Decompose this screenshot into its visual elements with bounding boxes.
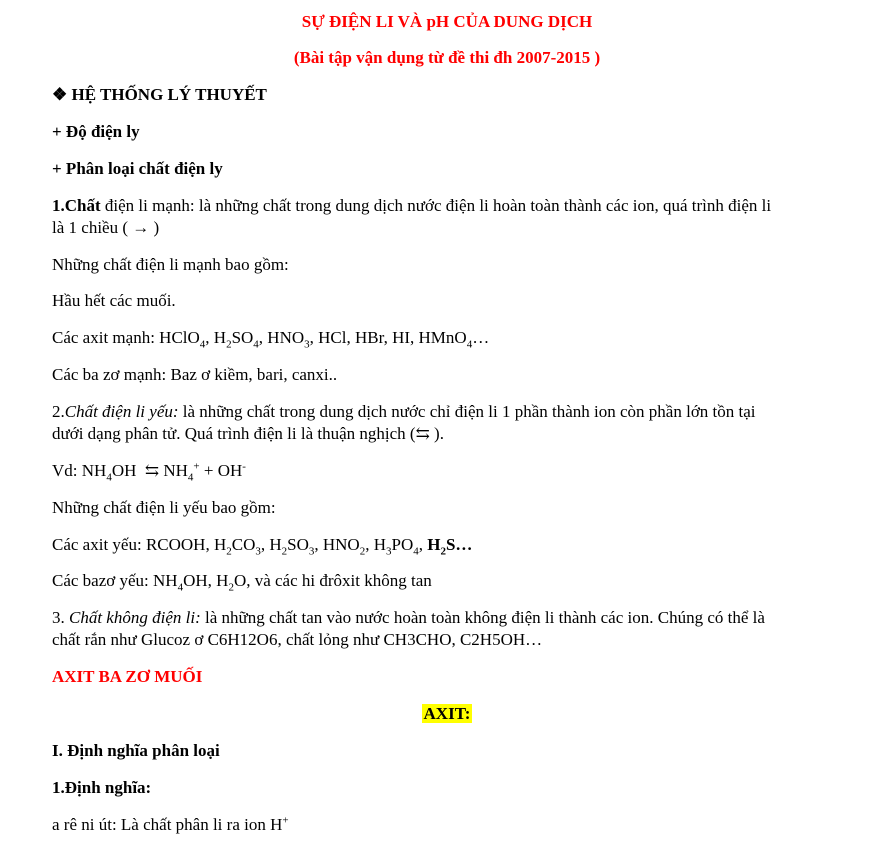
weak-number: 2. [52, 402, 65, 421]
page-title: SỰ ĐIỆN LI VÀ pH CỦA DUNG DỊCH [301, 12, 593, 31]
definition-subheading: 1.Định nghĩa: [52, 778, 152, 797]
weak-term: Chất điện li yếu: [64, 402, 179, 421]
strong-text-line2: là 1 chiều ( → ) [52, 218, 160, 237]
diamond-bullet-icon: ❖ [52, 85, 68, 104]
strong-bases: Các ba zơ mạnh: Baz ơ kiềm, bari, canxi.. [52, 365, 338, 384]
weak-include: Những chất điện li yếu bao gồm: [52, 498, 276, 517]
definition-heading: I. Định nghĩa phân loại [52, 741, 220, 760]
weak-text-line2: dưới dạng phân tử. Quá trình điện li là thuận nghịch (⇆ ). [52, 424, 444, 443]
weak-example: Vd: $NH_4OH$ ⇆ $NH_4^+ + OH^-$ [52, 460, 246, 484]
arrhenius-definition: a rê ni út: Là chất phân li ra ion H+ [52, 814, 289, 834]
strong-number: 1.Chất [52, 196, 101, 215]
acid-heading-row [0, 703, 894, 724]
theory-item-degree: + Độ điện ly [52, 122, 140, 141]
strong-salts: Hầu hết các muối. [52, 291, 176, 310]
section-acid-base-salt: AXIT BA ZƠ MUỐI [52, 667, 203, 686]
nonelectrolyte-line1: là những chất tan vào nước hoàn toàn không điện li thành các ion. Chúng có thể là [200, 608, 765, 627]
nonelectrolyte-line2: chất rắn như Glucoz ơ C6H12O6, chất lỏng như CH3CHO, C2H5OH… [52, 630, 543, 649]
nonelectrolyte-term: Chất không điện li: [69, 608, 201, 627]
theory-heading-text: HỆ THỐNG LÝ THUYẾT [71, 85, 267, 104]
theory-heading [52, 84, 267, 105]
weak-acids: Các axit yếu: RCOOH, $H_2CO_3$, $H_2SO_3$, $HNO_2$, $H_3PO_4$, $H_2S\dots$ [52, 535, 473, 558]
strong-include: Những chất điện li mạnh bao gồm: [52, 255, 289, 274]
acid-heading: AXIT: [423, 704, 471, 723]
nonelectrolyte-paragraph [52, 607, 765, 628]
theory-item-classification: + Phân loại chất điện ly [52, 159, 223, 178]
strong-acids: Các axit mạnh: HClO$_4$, $H_2SO_4$, $HNO_3$, HCl, HBr, HI, HMnO$_4$… [52, 328, 490, 351]
nonelectrolyte-number: 3. [52, 608, 69, 627]
strong-text-line1: điện li mạnh: là những chất trong dung dịch nước điện li hoàn toàn thành các ion, quá trình điện li [100, 196, 772, 215]
weak-text-line1: là những chất trong dung dịch nước chỉ điện li 1 phần thành ion còn phần lớn tồn tại [178, 402, 756, 421]
weak-bases: Các bazơ yếu: $NH_4OH$, $H_2O$, và các hi đrôxit không tan [52, 571, 432, 594]
strong-electrolyte-paragraph [52, 195, 771, 216]
weak-electrolyte-paragraph [52, 401, 756, 422]
page-subtitle: (Bài tập vận dụng từ đề thi đh 2007-2015 ) [293, 48, 601, 67]
